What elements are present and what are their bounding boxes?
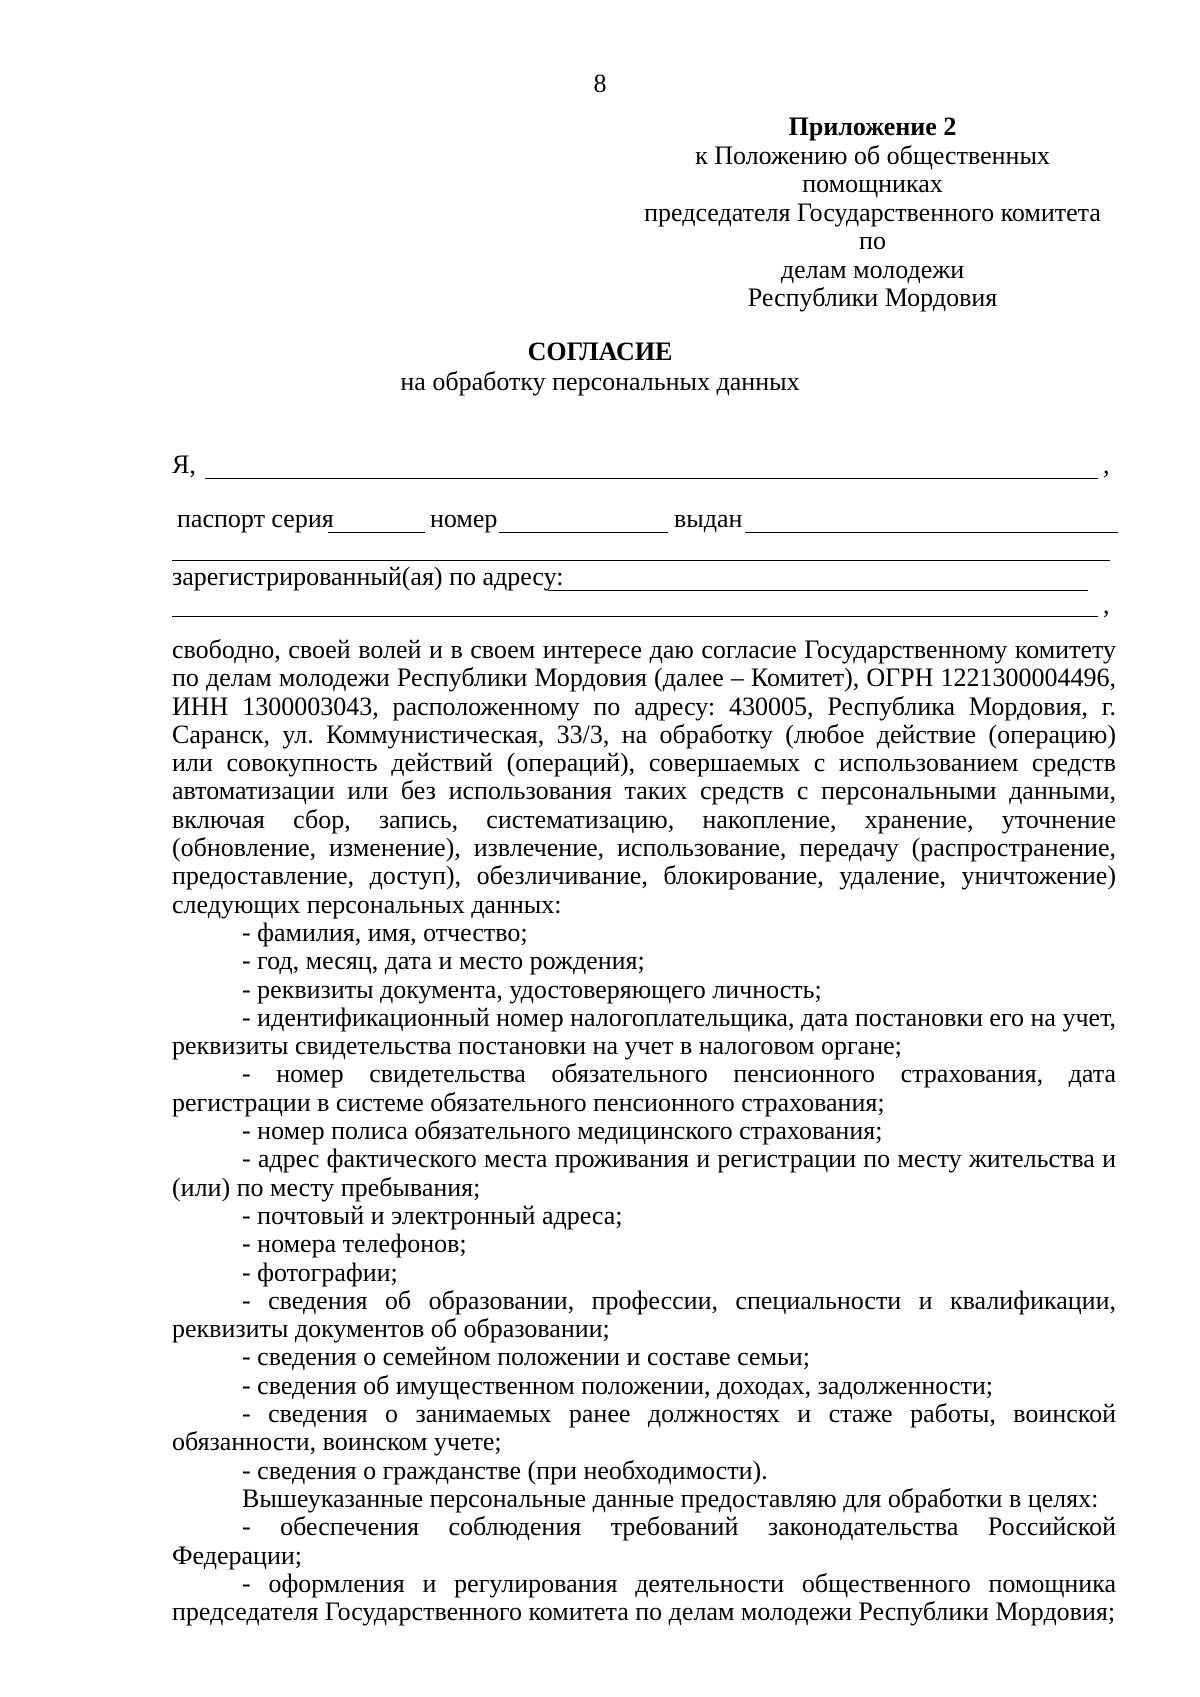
passport-issued-continuation-line[interactable] (172, 560, 1110, 561)
list-item: - сведения о семейном положении и составе семьи; (242, 1342, 810, 1372)
registered-address-continuation-line[interactable] (172, 616, 1098, 617)
consent-body (172, 636, 1116, 1626)
passport-series-field[interactable] (328, 504, 425, 533)
document-title: СОГЛАСИЕ (527, 337, 673, 366)
list-item: - сведения о занимаемых ранее должностях и стаже работы, воинской обязанности, воинском учете; (172, 1399, 1116, 1457)
appendix-line: к Положению об общественных (695, 140, 1050, 170)
consent-intro-paragraph: свободно, своей волей и в своем интересе даю согласие Государственному комитету по делам молодежи Республики Мордовия (далее – Комитет), ОГРН 1221300004496, ИНН 1300003043, расположенному по адресу: 430005, Республика Мордовия, г. Саранск, ул. Коммунистическая, 33/3, на обработку (любое действие (операцию) или совокупность действий (операций), совершаемых с использованием средств автоматизации или без использования таких средств с персональными данными, включая сбор, запись, систематизацию, накопление, хранение, уточнение (обновление, изменение), извлечение, использование, передачу (распространение, предоставление, доступ), обезличивание, блокирование, удаление, уничтожение) следующих персональных данных: (172, 635, 1116, 919)
appendix-line: председателя Государственного комитета по (644, 197, 1101, 255)
list-item: - фамилия, имя, отчество; (242, 917, 528, 947)
passport-issued-label: выдан (674, 504, 743, 533)
purpose-item: - оформления и регулирования деятельности общественного помощника председателя Государственного комитета по делам молодежи Республики Мордовия; (172, 1568, 1116, 1627)
list-item: - реквизиты документа, удостоверяющего личность; (242, 974, 822, 1004)
list-item: - фотографии; (242, 1257, 398, 1287)
passport-number-field[interactable] (499, 504, 668, 533)
appendix-title: Приложение 2 (788, 112, 957, 141)
passport-issued-field[interactable] (745, 504, 1118, 533)
passport-series-label: паспорт серия (177, 504, 334, 533)
list-item: - сведения об образовании, профессии, специальности и квалификации, реквизиты документов об образовании; (172, 1285, 1116, 1344)
comma-mark: , (1103, 450, 1110, 479)
registered-address-label: зарегистрированный(ая) по адресу: (172, 562, 564, 591)
passport-number-label: номер (430, 504, 498, 533)
purposes-intro: Вышеуказанные персональные данные предоставляю для обработки в целях: (242, 1483, 1099, 1513)
list-item: - сведения о гражданстве (при необходимости). (242, 1455, 768, 1485)
comma-mark: , (1103, 590, 1110, 619)
appendix-line: помощниках (802, 169, 943, 198)
list-item: - номер полиса обязательного медицинского страхования; (242, 1116, 883, 1146)
list-item: - номер свидетельства обязательного пенсионного страхования, дата регистрации в системе обязательного пенсионного страхования; (172, 1059, 1116, 1117)
list-item: - адрес фактического места проживания и регистрации по месту жительства и (или) по месту пребывания; (172, 1144, 1116, 1202)
list-item: - почтовый и электронный адреса; (242, 1200, 623, 1230)
appendix-line: Республики Мордовия (747, 283, 998, 312)
list-item: - год, месяц, дата и место рождения; (242, 946, 645, 976)
list-item: - номера телефонов; (242, 1229, 467, 1259)
i-label: Я, (172, 450, 196, 479)
full-name-field[interactable] (205, 450, 1098, 479)
appendix-block (631, 113, 1114, 313)
appendix-line: делам молодежи (780, 254, 965, 284)
purpose-item: - обеспечения соблюдения требований законодательства Российской Федерации; (172, 1512, 1116, 1570)
list-item: - сведения об имущественном положении, доходах, задолженности; (242, 1370, 993, 1400)
page-number: 8 (593, 69, 607, 98)
list-item: - идентификационный номер налогоплательщика, дата постановки его на учет, реквизиты свидетельства постановки на учет в налоговом органе; (172, 1002, 1116, 1061)
document-subtitle: на обработку персональных данных (400, 367, 800, 396)
registered-address-field[interactable] (548, 562, 1088, 591)
